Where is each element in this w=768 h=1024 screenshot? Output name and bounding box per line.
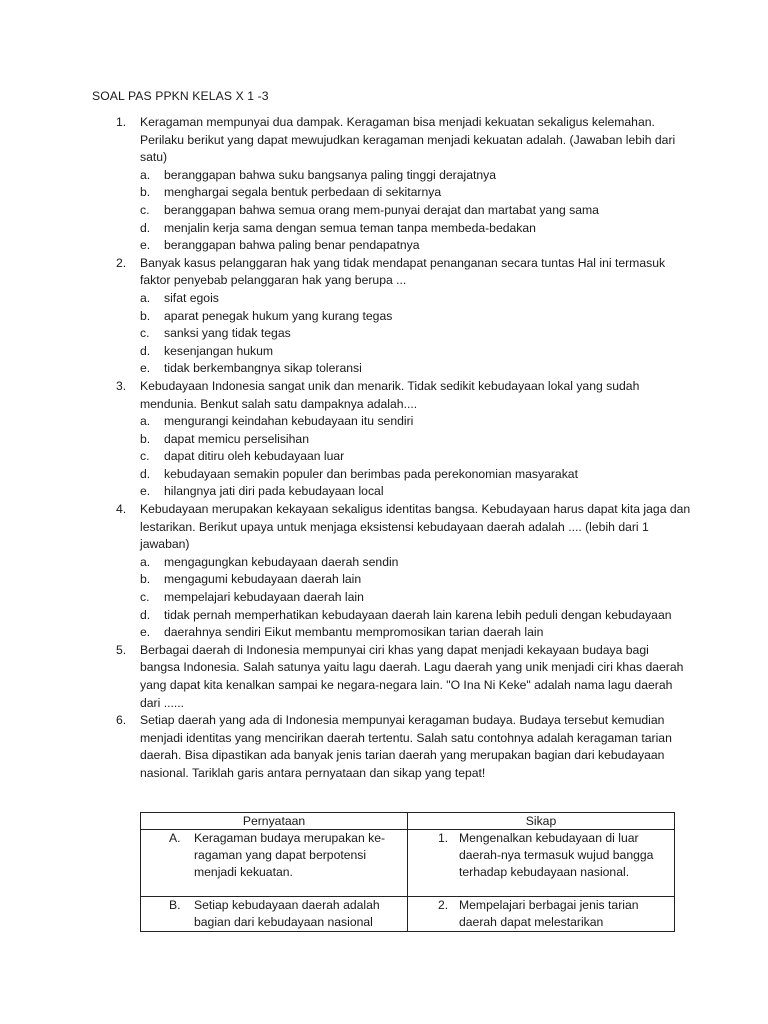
question-number: 5. bbox=[116, 642, 127, 657]
option-letter: e. bbox=[140, 238, 151, 253]
option-letter: b. bbox=[140, 185, 151, 200]
header-pernyataan: Pernyataan bbox=[141, 813, 408, 830]
attitude-text: Mengenalkan kebudayaan di luar daerah-nya termasuk wujud bangga terhadap kebudayaan nasional. bbox=[459, 831, 654, 879]
option-text: kesenjangan hukum bbox=[164, 343, 274, 358]
statement-text: Keragaman budaya merupakan ke-ragaman yang dapat berpotensi menjadi kekuatan. bbox=[194, 831, 386, 879]
option-text: beranggapan bahwa semua orang mem-punyai derajat dan martabat yang sama bbox=[164, 202, 599, 217]
option-letter: e. bbox=[140, 625, 151, 640]
question-2 bbox=[92, 255, 692, 378]
option-text: mengagumi kebudayaan daerah lain bbox=[164, 572, 362, 587]
option-text: kebudayaan semakin populer dan berimbas pada perekonomian masyarakat bbox=[164, 466, 578, 481]
option-e bbox=[140, 624, 692, 642]
option-letter: a. bbox=[140, 290, 151, 305]
option-text: beranggapan bahwa suku bangsanya paling tinggi derajatnya bbox=[164, 167, 497, 182]
attitude-cell bbox=[408, 897, 675, 932]
option-text: hilangnya jati diri pada kebudayaan local bbox=[164, 484, 384, 499]
statement-content bbox=[141, 897, 407, 931]
question-number: 3. bbox=[116, 378, 127, 393]
attitude-label: 2. bbox=[438, 898, 449, 912]
option-text: beranggapan bahwa paling benar pendapatnya bbox=[164, 238, 420, 253]
attitude-content bbox=[408, 897, 674, 931]
option-text: sifat egois bbox=[164, 290, 219, 305]
option-letter: c. bbox=[140, 202, 150, 217]
option-letter: e. bbox=[140, 484, 151, 499]
question-1 bbox=[92, 114, 692, 255]
option-b bbox=[140, 308, 692, 326]
option-letter: d. bbox=[140, 343, 151, 358]
option-letter: b. bbox=[140, 431, 151, 446]
option-d bbox=[140, 220, 692, 238]
option-letter: a. bbox=[140, 167, 151, 182]
option-letter: a. bbox=[140, 554, 151, 569]
option-letter: d. bbox=[140, 220, 151, 235]
document-title: SOAL PAS PPKN KELAS X 1 -3 bbox=[92, 89, 269, 103]
option-list bbox=[140, 554, 692, 642]
option-e bbox=[140, 360, 692, 378]
option-text: menjalin kerja sama dengan semua teman tanpa membeda-bedakan bbox=[164, 220, 536, 235]
option-letter: e. bbox=[140, 361, 151, 376]
option-text: mengagungkan kebudayaan daerah sendin bbox=[164, 554, 399, 569]
option-d bbox=[140, 343, 692, 361]
option-c bbox=[140, 325, 692, 343]
option-text: tidak berkembangnya sikap toleransi bbox=[164, 361, 362, 376]
option-a bbox=[140, 413, 692, 431]
table-row bbox=[141, 830, 675, 897]
option-a bbox=[140, 554, 692, 572]
question-text: Kebudayaan merupakan kekayaan sekaligus identitas bangsa. Kebudayaan harus dapat kita jaga dan lestarikan. Berikut upaya untuk menjaga eksistensi kebudayaan daerah adalah .... (lebih dari 1 jawaban) bbox=[140, 502, 691, 552]
question-text: Setiap daerah yang ada di Indonesia mempunyai keragaman budaya. Budaya tersebut kemudian menjadi identitas yang mencirikan daerah tertentu. Salah satu contohnya adalah keragaman tarian daerah. Bisa dipastikan ada banyak jenis tarian daerah yang merupakan bagian dari kebudayaan nasional. Tariklah garis antara pernyataan dan sikap yang tepat! bbox=[140, 713, 672, 780]
statement-content bbox=[141, 830, 407, 881]
header-sikap: Sikap bbox=[408, 813, 675, 830]
attitude-text: Mempelajari berbagai jenis tarian daerah dapat melestarikan bbox=[459, 898, 639, 929]
option-d bbox=[140, 466, 692, 484]
question-text: Kebudayaan Indonesia sangat unik dan menarik. Tidak sedikit kebudayaan lokal yang sudah mendunia. Benkut salah satu dampaknya adalah.... bbox=[140, 378, 640, 411]
option-text: tidak pernah memperhatikan kebudayaan daerah lain karena lebih peduli dengan kebudayaan bbox=[164, 607, 672, 622]
option-e bbox=[140, 237, 692, 255]
statement-label: A. bbox=[169, 831, 181, 845]
option-b bbox=[140, 571, 692, 589]
option-list bbox=[140, 167, 692, 255]
attitude-label: 1. bbox=[438, 831, 449, 845]
option-text: dapat ditiru oleh kebudayaan luar bbox=[164, 449, 345, 464]
option-c bbox=[140, 202, 692, 220]
question-list bbox=[92, 114, 692, 783]
question-text: Banyak kasus pelanggaran hak yang tidak mendapat penanganan secara tuntas Hal ini termasuk faktor penyebab pelanggaran hak yang berupa ... bbox=[140, 255, 666, 288]
option-text: menghargai segala bentuk perbedaan di sekitarnya bbox=[164, 185, 442, 200]
question-5 bbox=[92, 642, 692, 712]
option-text: mengurangi keindahan kebudayaan itu sendiri bbox=[164, 414, 414, 429]
question-3 bbox=[92, 378, 692, 501]
statement-cell bbox=[141, 897, 408, 932]
option-b bbox=[140, 184, 692, 202]
option-e bbox=[140, 483, 692, 501]
statement-label: B. bbox=[169, 898, 181, 912]
statement-cell bbox=[141, 830, 408, 897]
option-text: sanksi yang tidak tegas bbox=[164, 326, 291, 341]
option-c bbox=[140, 448, 692, 466]
matching-table bbox=[140, 812, 675, 932]
option-text: dapat memicu perselisihan bbox=[164, 431, 309, 446]
option-list bbox=[140, 413, 692, 501]
attitude-content bbox=[408, 830, 674, 881]
statement-text: Setiap kebudayaan daerah adalah bagian dari kebudayaan nasional bbox=[194, 898, 380, 929]
option-letter: d. bbox=[140, 607, 151, 622]
option-letter: d. bbox=[140, 466, 151, 481]
option-letter: b. bbox=[140, 572, 151, 587]
question-number: 2. bbox=[116, 255, 127, 270]
option-letter: b. bbox=[140, 308, 151, 323]
question-number: 6. bbox=[116, 713, 127, 728]
option-list bbox=[140, 290, 692, 378]
option-text: mempelajari kebudayaan daerah lain bbox=[164, 590, 364, 605]
attitude-cell bbox=[408, 830, 675, 897]
question-4 bbox=[92, 501, 692, 642]
option-text: aparat penegak hukum yang kurang tegas bbox=[164, 308, 393, 323]
option-b bbox=[140, 431, 692, 449]
option-letter: c. bbox=[140, 590, 150, 605]
question-number: 4. bbox=[116, 502, 127, 517]
option-letter: a. bbox=[140, 414, 151, 429]
option-a bbox=[140, 167, 692, 185]
option-c bbox=[140, 589, 692, 607]
table-header-row bbox=[141, 813, 675, 830]
option-letter: c. bbox=[140, 326, 150, 341]
option-text: daerahnya sendiri Eikut membantu mempromosikan tarian daerah lain bbox=[164, 625, 544, 640]
option-letter: c. bbox=[140, 449, 150, 464]
question-6 bbox=[92, 712, 692, 782]
question-text: Keragaman mempunyai dua dampak. Keragaman bisa menjadi kekuatan sekaligus kelemahan. Perilaku berikut yang dapat mewujudkan keragaman menjadi kekuatan adalah. (Jawaban lebih dari satu) bbox=[140, 115, 676, 165]
table-row bbox=[141, 897, 675, 932]
question-number: 1. bbox=[116, 115, 127, 129]
option-a bbox=[140, 290, 692, 308]
option-d bbox=[140, 607, 692, 625]
question-text: Berbagai daerah di Indonesia mempunyai ciri khas yang dapat menjadi kekayaan budaya bagi bangsa Indonesia. Salah satunya yaitu lagu daerah. Lagu daerah yang unik menjadi ciri khas daerah yang dapat kita kenalkan sampai ke negara-negara lain. "O Ina Ni Keke" adalah nama lagu daerah dari ...... bbox=[140, 642, 684, 710]
